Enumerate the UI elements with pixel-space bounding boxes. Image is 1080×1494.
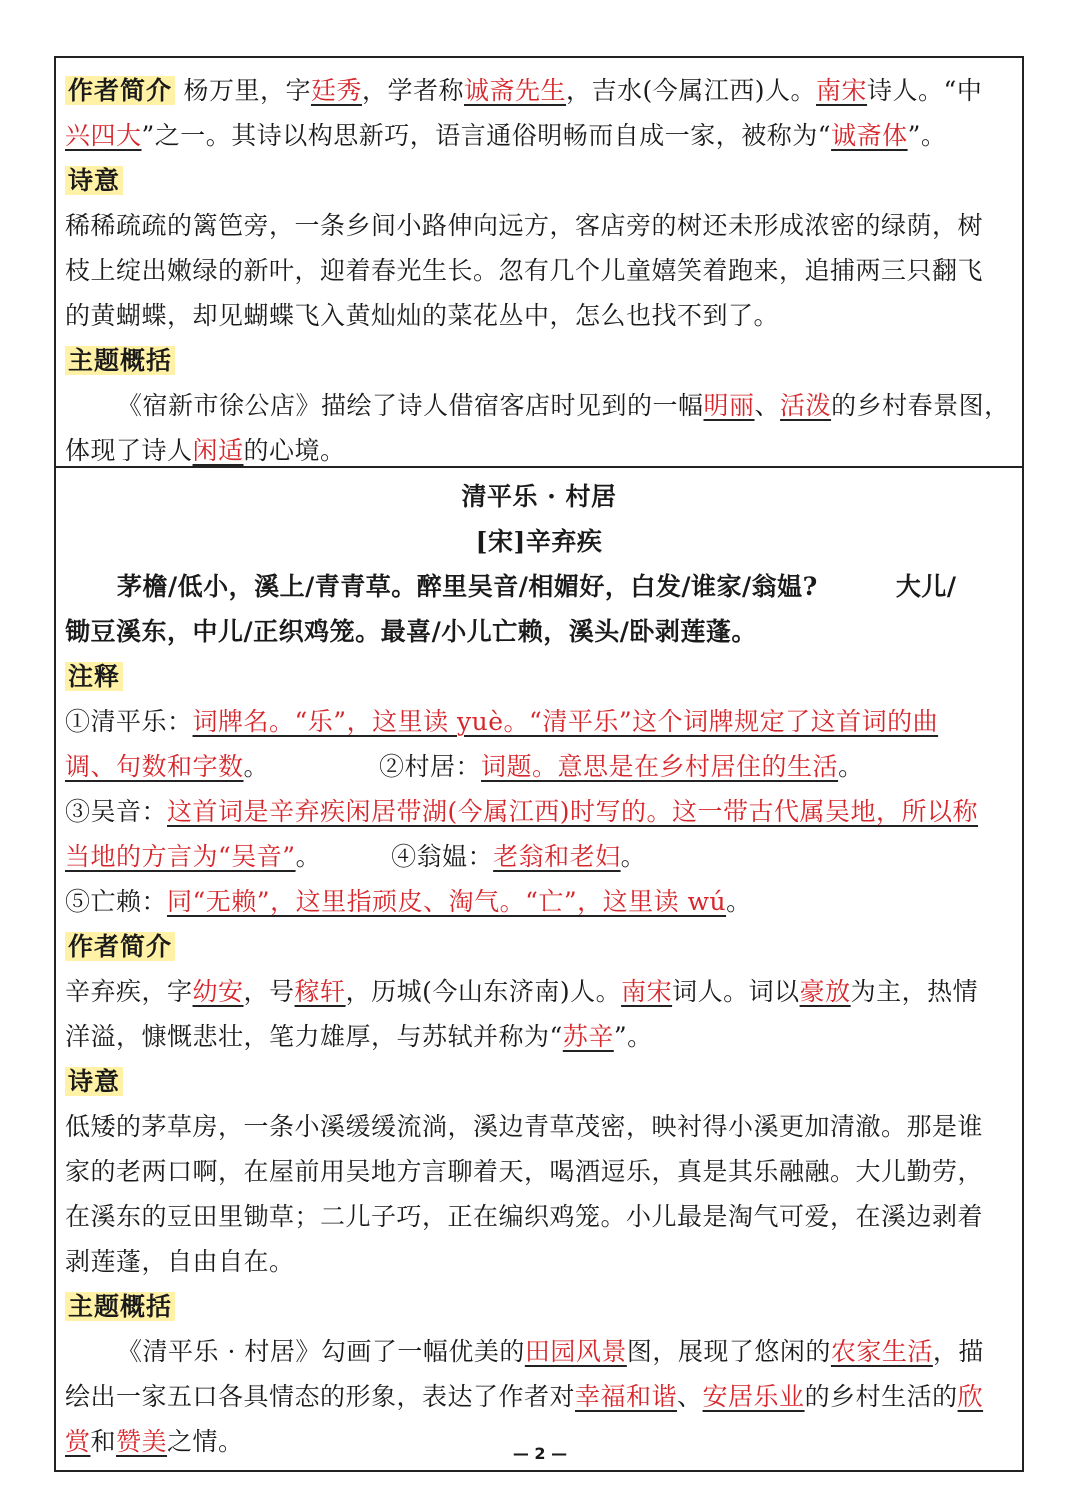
- key-term: 诚斋体: [831, 121, 908, 150]
- author-intro-heading: 作者简介: [65, 76, 175, 105]
- key-term: 幸福和谐: [575, 1382, 678, 1411]
- key-term: 南宋: [621, 977, 673, 1006]
- text-segment: 为主，热情: [850, 977, 979, 1006]
- key-term: 这首词是辛弃疾闲居带湖(今属江西)时写的。这一带古代属吴地，所以称: [167, 797, 979, 826]
- theme-2-line-1: [65, 1329, 1013, 1374]
- text-segment: 《清平乐 · 村居》勾画了一幅优美的: [117, 1337, 525, 1366]
- note-1-line-1: [65, 699, 1013, 744]
- key-term: 词牌名。“乐”，这里读 yuè。“清平乐”这个词牌规定了这首词的曲: [192, 707, 939, 736]
- text-segment: ，描: [932, 1337, 984, 1366]
- text-segment: ⑤亡赖：: [65, 887, 168, 916]
- theme-heading-2: 主题概括: [65, 1292, 175, 1321]
- note-row: [65, 834, 1013, 879]
- theme-heading: 主题概括: [65, 346, 175, 375]
- text-segment: ，吉水(今属江西)人。: [566, 76, 817, 105]
- meaning-heading-2: 诗意: [65, 1067, 123, 1096]
- author-intro-text: [175, 76, 982, 105]
- text-segment: 洋溢，慷慨悲壮，笔力雄厚，与苏轼并称为“: [65, 1022, 563, 1051]
- text-segment: ”。: [613, 1022, 653, 1051]
- text-segment: 。: [838, 752, 864, 781]
- author-intro-line-1: [65, 68, 1013, 113]
- key-term: 田园风景: [524, 1337, 627, 1366]
- text-segment: 杨万里，字: [175, 76, 311, 105]
- key-term: 赏: [65, 1427, 91, 1456]
- key-term: 廷秀: [310, 76, 362, 105]
- meaning-2-line: 低矮的茅草房，一条小溪缓缓流淌，溪边青草茂密，映衬得小溪更加清澈。那是谁: [65, 1112, 984, 1141]
- text-segment: 图，展现了悠闲的: [626, 1337, 831, 1366]
- notes-heading: 注释: [65, 662, 123, 691]
- text-segment: 。: [620, 842, 647, 871]
- key-term: 南宋: [816, 76, 868, 105]
- text-segment: 、: [754, 391, 781, 420]
- poem-author: [宋]辛弃疾: [475, 527, 603, 556]
- key-term: 诚斋先生: [464, 76, 567, 105]
- author-intro-line-2: [65, 113, 1013, 158]
- section-su-xin-shi: [56, 58, 1022, 466]
- text-segment: ④翁媪：: [391, 842, 494, 871]
- theme-line-1: [65, 383, 1013, 428]
- text-segment: 之情。: [167, 1427, 244, 1456]
- note-row: [65, 744, 1013, 789]
- key-term: 老翁和老妇: [493, 842, 621, 871]
- text-segment: 辛弃疾，字: [65, 977, 193, 1006]
- content-frame: [54, 56, 1024, 1472]
- text-segment: ”之一。其诗以构思新巧，语言通俗明畅而自成一家，被称为“: [141, 121, 832, 150]
- key-term: 活泼: [780, 391, 832, 420]
- poem-line-2: 锄豆溪东，中儿/正织鸡笼。最喜/小儿亡赖，溪头/卧剥莲蓬。: [65, 617, 757, 646]
- text-segment: ①清平乐：: [65, 707, 193, 736]
- key-term: 豪放: [799, 977, 851, 1006]
- key-term: 苏辛: [562, 1022, 614, 1051]
- text-segment: 《宿新市徐公店》描绘了诗人借宿客店时见到的一幅: [117, 391, 704, 420]
- author-intro-2-line-1: [65, 969, 1013, 1014]
- note-1-line-2: [65, 752, 269, 781]
- page-number: — 2 —: [512, 1444, 568, 1463]
- meaning-2-line: 家的老两口啊，在屋前用吴地方言聊着天，喝酒逗乐，真是其乐融融。大儿勤劳，: [65, 1157, 984, 1186]
- text-segment: 。: [243, 752, 270, 781]
- text-segment: ”。: [907, 121, 947, 150]
- meaning-line: 枝上绽出嫩绿的新叶，迎着春光生长。忽有几个儿童嬉笑着跑来，追捕两三只翻飞: [65, 256, 984, 285]
- section-qing-ping-le: [56, 466, 1022, 1470]
- text-segment: 。: [726, 887, 752, 916]
- note-3-line-1: [65, 789, 1013, 834]
- key-term: 调、句数和字数: [65, 752, 244, 781]
- theme-2-line-2: [65, 1374, 1013, 1419]
- text-segment: ，历城(今山东济南)人。: [345, 977, 622, 1006]
- text-segment: 、: [677, 1382, 703, 1411]
- text-segment: 的心境。: [243, 436, 346, 465]
- note-2: [379, 752, 864, 781]
- key-term: 词题。意思是在乡村居住的生活: [481, 752, 839, 781]
- key-term: 安居乐业: [702, 1382, 805, 1411]
- poem-title: 清平乐 · 村居: [461, 482, 617, 511]
- key-term: 稼轩: [294, 977, 346, 1006]
- key-term: 闲适: [192, 436, 244, 465]
- text-segment: ，学者称: [361, 76, 464, 105]
- poem-line-1-tail: 大儿/: [895, 572, 957, 601]
- text-segment: ，号: [243, 977, 295, 1006]
- note-5: [65, 879, 1013, 924]
- text-segment: 。: [295, 842, 322, 871]
- meaning-heading: 诗意: [65, 166, 123, 195]
- key-term: 明丽: [703, 391, 755, 420]
- key-term: 同“无赖”，这里指顽皮、淘气。“亡”，这里读 wú: [167, 887, 727, 916]
- text-segment: 的乡村生活的: [804, 1382, 958, 1411]
- text-segment: 词人。词以: [672, 977, 800, 1006]
- key-term: 欣: [957, 1382, 984, 1411]
- author-intro-heading-2: 作者简介: [65, 932, 175, 961]
- note-3-line-2: [65, 842, 321, 871]
- meaning-line: 稀稀疏疏的篱笆旁，一条乡间小路伸向远方，客店旁的树还未形成浓密的绿荫，树: [65, 211, 984, 240]
- author-intro-2-line-2: [65, 1014, 1013, 1059]
- key-term: 赞美: [116, 1427, 168, 1456]
- text-segment: 的乡村春景图，: [831, 391, 1010, 420]
- poem-line-1: [65, 564, 1013, 609]
- key-term: 兴四大: [65, 121, 142, 150]
- text-segment: ③吴音：: [65, 797, 168, 826]
- meaning-2-line: 在溪东的豆田里锄草；二儿子巧，正在编织鸡笼。小儿最是淘气可爱，在溪边剥着: [65, 1202, 984, 1231]
- text-segment: ②村居：: [379, 752, 482, 781]
- note-4: [391, 842, 646, 871]
- key-term: 当地的方言为“吴音”: [65, 842, 296, 871]
- text-segment: 体现了诗人: [65, 436, 193, 465]
- text-segment: 和: [90, 1427, 117, 1456]
- text-segment: 诗人。“中: [867, 76, 983, 105]
- meaning-line: 的黄蝴蝶，却见蝴蝶飞入黄灿灿的菜花丛中，怎么也找不到了。: [65, 301, 780, 330]
- text-segment: 绘出一家五口各具情态的形象，表达了作者对: [65, 1382, 576, 1411]
- meaning-2-line: 剥莲蓬，自由自在。: [65, 1247, 295, 1276]
- poem-line-1-text: 茅檐/低小，溪上/青青草。醉里吴音/相媚好，白发/谁家/翁媪?: [117, 572, 818, 601]
- key-term: 幼安: [192, 977, 244, 1006]
- key-term: 农家生活: [830, 1337, 933, 1366]
